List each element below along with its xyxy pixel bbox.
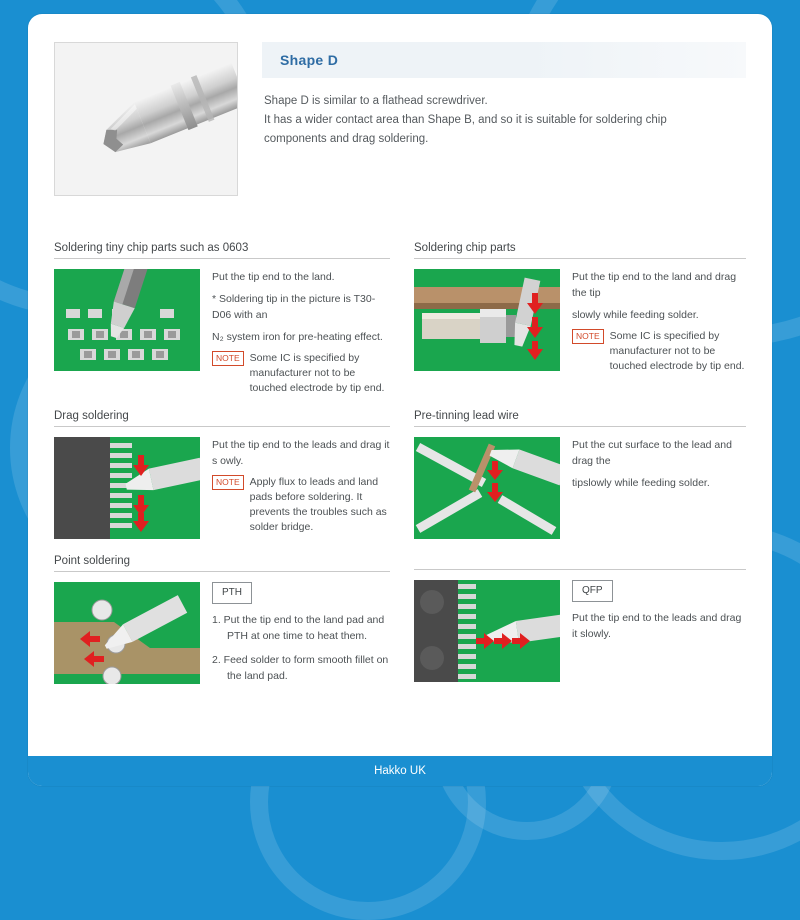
shape-description-line-2: It has a wider contact area than Shape B, and so it is suitable for soldering chip [264,114,667,126]
section-title-pretinning: Pre-tinning lead wire [414,410,746,427]
note-tiny-chip [212,351,390,396]
section-chip-parts [400,242,746,396]
image-qfp [414,580,560,682]
note-text: Some IC is specified by manufacturer not to be touched electrode by tip end. [609,330,745,372]
document-page [28,14,772,786]
image-point-soldering [54,582,200,684]
text-pretinning [572,437,746,539]
text-chip-parts [572,269,746,374]
section-tiny-chip [54,242,400,396]
page-title: Shape D [280,52,339,68]
note-drag [212,475,390,535]
section-row-1 [54,242,746,396]
pretinning-line-2: tipslowly while feeding solder. [572,477,710,489]
note-text: Apply flux to leads and land pads before soldering. It prevents the troubles such as solder bridge. [249,476,387,533]
chip-parts-line-1: Put the tip end to the land and drag the tip [572,271,737,299]
point-step-2: 2. Feed solder to form smooth fillet on the land pad. [212,654,389,682]
sections-container [28,242,772,692]
tiny-chip-line-2: * Soldering tip in the picture is T30-D06 with an [212,293,376,321]
note-text: Some IC is specified by manufacturer not to be touched electrode by tip end. [249,352,385,394]
header [28,14,772,196]
section-point-soldering [54,555,400,692]
section-qfp [400,555,746,692]
image-chip-parts [414,269,560,371]
tiny-chip-line-1: Put the tip end to the land. [212,271,335,283]
section-title-chip-parts: Soldering chip parts [414,242,746,259]
header-text-block [262,42,746,196]
shape-title-bar [262,42,746,78]
point-steps [212,612,390,684]
soldering-tip-photo [54,42,238,196]
shape-description-line-3: components and drag soldering. [264,133,429,145]
shape-description [262,92,746,149]
section-row-3 [54,555,746,692]
note-badge: NOTE [212,475,244,490]
image-drag-soldering [54,437,200,539]
image-pretinning [414,437,560,539]
tiny-chip-line-3: N₂ system iron for pre-heating effect. [212,331,383,343]
drag-line-1: Put the tip end to the leads and drag it s owly. [212,439,390,467]
qfp-line-1: Put the tip end to the leads and drag it slowly. [572,612,742,640]
note-chip-parts [572,329,746,374]
text-drag-soldering [212,437,390,539]
note-badge: NOTE [212,351,244,366]
tag-pth: PTH [212,582,252,604]
section-title-point: Point soldering [54,555,390,572]
text-tiny-chip [212,269,390,396]
footer-label: Hakko UK [374,765,426,777]
point-step-1: 1. Put the tip end to the land pad and PTH at one time to heat them. [212,614,385,642]
section-title-tiny-chip: Soldering tiny chip parts such as 0603 [54,242,390,259]
footer [28,756,772,786]
tag-qfp: QFP [572,580,613,602]
divider-qfp [414,569,746,570]
shape-description-line-1: Shape D is similar to a flathead screwdriver. [264,95,488,107]
text-qfp [572,580,746,682]
text-point-soldering [212,582,390,692]
image-tiny-chip [54,269,200,371]
section-row-2 [54,410,746,539]
pretinning-line-1: Put the cut surface to the lead and drag the [572,439,732,467]
section-drag-soldering [54,410,400,539]
section-title-drag: Drag soldering [54,410,390,427]
chip-parts-line-2: slowly while feeding solder. [572,309,699,321]
section-pretinning [400,410,746,539]
note-badge: NOTE [572,329,604,344]
